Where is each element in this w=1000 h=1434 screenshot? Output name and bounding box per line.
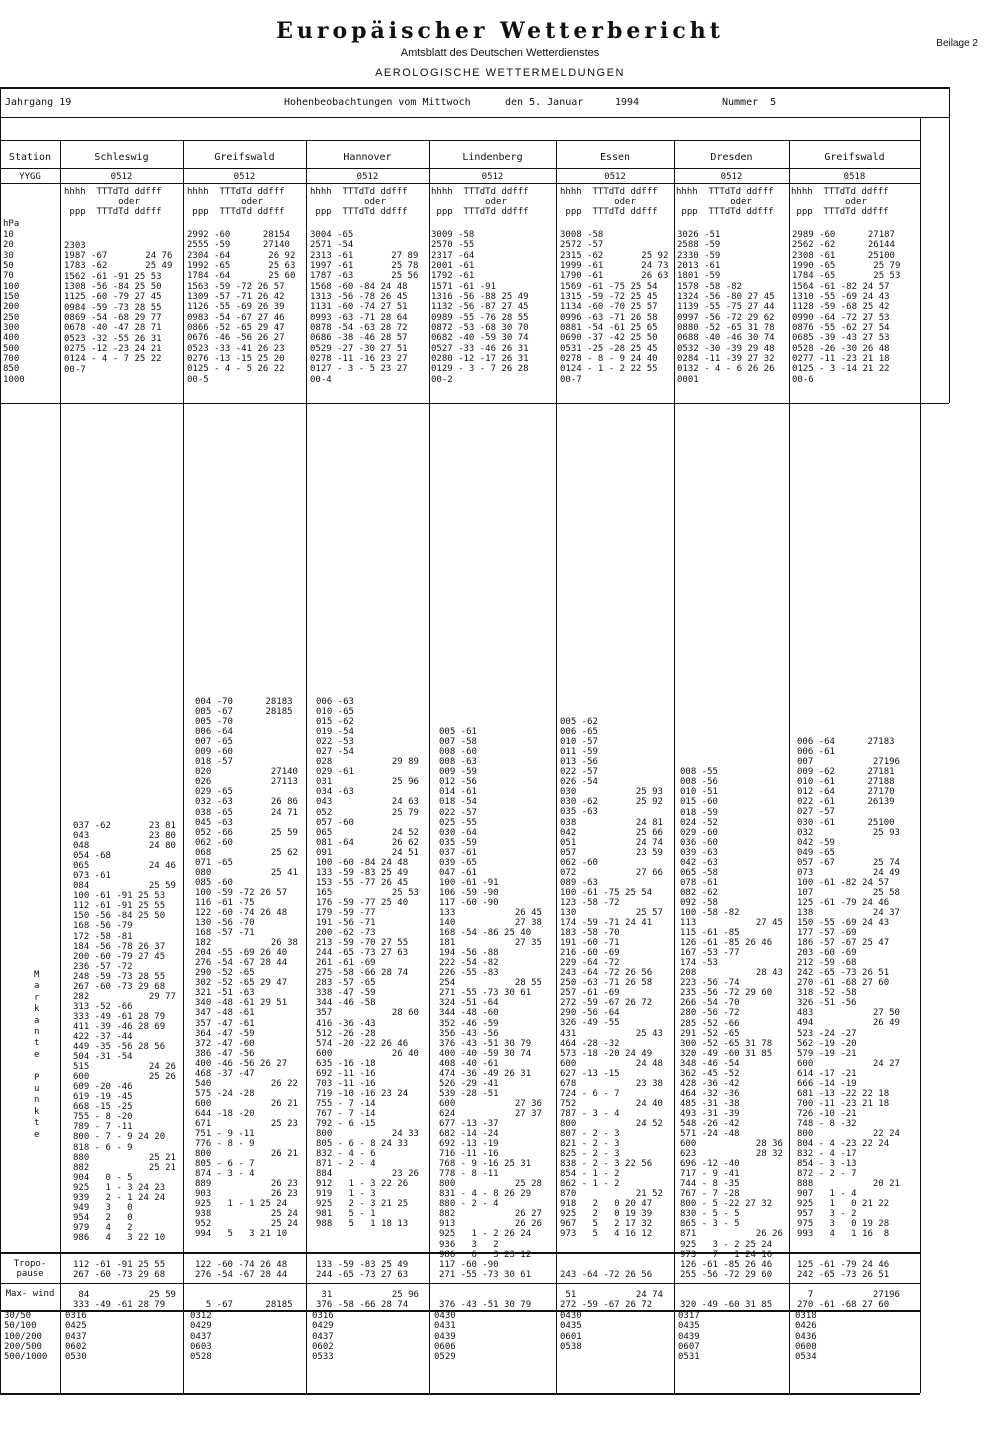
left-border (0, 87, 1, 1393)
maxwind-values: 51 24 74 272 -59 -67 26 72 (560, 1290, 663, 1311)
beilage-label: Beilage 2 (936, 38, 978, 49)
station-name: Schleswig (94, 152, 149, 163)
tropopause-values: 122 -60 -74 26 48 276 -54 -67 28 44 (195, 1260, 288, 1281)
column-header: hhhh TTTdTd ddfff oder ppp TTTdTd ddfff (791, 187, 889, 217)
shear-values: 0312 0429 0437 0603 0528 (190, 1311, 212, 1363)
standard-levels: 2303 1987 -67 24 76 1783 -62 25 49 1562 -61 -91 25 53 1308 -56 -84 25 50 1125 -60 -79 27 45 0984 -59 -73 28 55 0869 -54 -68 29 77 0678 -40 -47 28 71 0523 -32 -55 26 31 0275 -12 -23 24 21 0124 - 4 - 7 25 22 00-7 (64, 240, 173, 375)
station-name: Greifswald (214, 152, 275, 163)
pressure-levels: 10 20 30 50 70 100 150 200 250 300 400 500 700 850 1000 (3, 230, 25, 385)
station-name: Greifswald (824, 152, 885, 163)
station-label: Station (8, 152, 52, 163)
standard-levels: 3009 -58 2570 -55 2317 -64 2001 -61 1792 -61 1571 -61 -91 1316 -56 -88 25 49 1132 -56 -87 27 45 0989 -55 -76 28 55 0872 -53 -68 30 70 0682 -40 -59 30 74 0527 -33 -46 26 31 0280 -12 -17 26 31 0129 - 3 - 7 26 28 00-2 (431, 230, 529, 385)
report-title: Europäischer Wetterbericht (276, 18, 724, 44)
shear-values: 0430 0431 0439 0606 0529 (434, 1311, 456, 1363)
column-header: hhhh TTTdTd ddfff oder ppp TTTdTd ddfff (187, 187, 285, 217)
column-header: hhhh TTTdTd ddfff oder ppp TTTdTd ddfff (560, 187, 658, 217)
col-sep-6 (789, 140, 790, 1393)
hpa-label: hPa (3, 219, 20, 229)
tropopause-values: 133 -59 -83 25 49 244 -65 -73 27 63 (316, 1260, 409, 1281)
significant-levels: 005 -62 006 -65 010 -57 011 -59 013 -56 022 -57 026 -54 030 25 93 030 -62 25 92 035 -63 038 24 81 042 25 66 051 24 74 057 23 59 062 -60 072 27 66 089 -63 100 -61 -75 25 54 123 -58 -72 130 25 57 174 -59 -71 24 41 183 -58 -70 191 -60 -71 216 -60 -69 229 -64 -72 243 -64 -72 26 56 250 -63 -71 26 58 257 -61 -69 272 -59 -67 26 72 290 -56 -64 326 -49 -55 431 25 43 464 -28 -32 573 -18 -20 24 49 600 24 48 627 -13 -15 678 23 38 724 - 6 - 7 752 24 40 787 - 3 - 4 800 24 52 807 - 2 - 3 821 - 2 - 3 825 - 2 - 3 838 - 2 - 3 22 56 854 - 1 - 2 862 - 1 - 2 870 21 52 918 2 0 20 47 925 2 0 19 39 967 5 2 17 32 973 5 4 16 12 (560, 717, 663, 1240)
col-sep-0 (60, 140, 61, 1393)
significant-levels: 006 -64 27183 006 -61 007 27196 009 -62 27181 010 -61 27188 012 -64 27170 022 -61 26139 027 -57 030 -61 25100 032 25 93 042 -59 049 -65 057 -67 25 74 073 24 49 100 -61 -82 24 57 107 25 58 125 -61 -79 24 46 138 24 37 150 -55 -69 24 43 177 -57 -69 186 -57 -67 25 47 203 -60 -69 212 -59 -68 242 -65 -73 26 51 270 -61 -68 27 60 318 -52 -58 326 -51 -56 483 27 50 494 26 49 523 -24 -27 562 -19 -20 579 -19 -21 600 24 27 614 -17 -21 666 -14 -19 681 -13 -22 22 18 700 -11 -23 21 18 726 -10 -21 748 - 8 -32 800 22 24 804 - 4 -23 22 24 832 - 4 -17 854 - 3 -13 872 - 2 - 7 888 20 21 907 1 - 4 925 1 0 21 22 957 3 - 2 975 3 0 19 28 993 4 1 16 8 (797, 737, 900, 1240)
station-name: Hannover (343, 152, 392, 163)
station-bottom-rule (0, 183, 920, 184)
top-rule (0, 87, 949, 89)
column-header: hhhh TTTdTd ddfff oder ppp TTTdTd ddfff (431, 187, 529, 217)
station-time: 0512 (356, 172, 379, 182)
column-header: hhhh TTTdTd ddfff oder ppp TTTdTd ddfff (310, 187, 408, 217)
obs-year: 1994 (615, 97, 640, 108)
standard-levels: 3026 -51 2588 -59 2330 -59 2013 -61 1801 -59 1578 -58 -82 1324 -56 -80 27 45 1139 -55 -75 27 44 0997 -56 -72 29 62 0880 -52 -65 31 78 0688 -40 -46 30 74 0532 -30 -39 29 48 0284 -11 -39 27 32 0132 - 4 - 6 26 26 0001 (677, 230, 775, 385)
tropo-bottom-rule (0, 1283, 920, 1284)
report-subtitle: Amtsblatt des Deutschen Wetterdienstes (400, 47, 600, 59)
shear-values: 0317 0435 0439 0607 0531 (678, 1311, 700, 1363)
tropopause-values: 126 -61 -85 26 46 255 -56 -72 29 60 (680, 1260, 773, 1281)
station-time: 0512 (720, 172, 743, 182)
column-header: hhhh TTTdTd ddfff oder ppp TTTdTd ddfff (64, 187, 162, 217)
standard-levels: 3004 -65 2571 -54 2313 -61 27 89 1997 -61 25 78 1787 -63 25 56 1568 -60 -84 24 48 1313 -56 -78 26 45 1131 -60 -74 27 51 0993 -63 -71 28 64 0878 -54 -63 28 72 0686 -38 -46 28 57 0529 -27 -30 27 51 0278 -11 -16 23 27 0127 - 3 - 5 23 27 00-4 (310, 230, 419, 385)
tropopause-values: 112 -61 -91 25 55 267 -60 -73 29 68 (73, 1260, 166, 1281)
tropopause-values: 243 -64 -72 26 56 (560, 1270, 653, 1281)
standard-levels: 3008 -58 2572 -57 2315 -62 25 92 1999 -61 24 73 1790 -61 26 63 1569 -61 -75 25 54 1315 -59 -72 25 45 1134 -60 -70 25 57 0996 -63 -71 26 58 0881 -54 -61 25 65 0690 -37 -42 25 50 0531 -25 -28 25 45 0278 - 8 - 9 24 40 0124 - 1 - 2 22 55 00-7 (560, 230, 669, 385)
significant-levels: 004 -70 28183 005 -67 28185 005 -70 006 -64 007 -65 009 -60 018 -57 020 27140 026 27113 029 -65 032 -63 26 86 038 -65 24 71 045 -63 052 -66 25 59 062 -60 068 25 62 071 -65 080 25 41 085 -60 100 -59 -72 26 57 116 -61 -75 122 -60 -74 26 48 130 -56 -70 168 -57 -71 182 26 38 204 -55 -69 26 40 276 -54 -67 28 44 290 -52 -65 302 -52 -65 29 47 321 -51 -63 340 -48 -61 29 51 347 -48 -61 357 -47 -61 364 -47 -59 372 -47 -60 386 -47 -56 400 -46 -56 26 27 468 -37 -47 540 26 22 575 -24 -28 600 26 21 644 -18 -20 671 25 23 751 - 9 -11 776 - 8 - 9 800 26 21 805 - 6 - 7 874 - 3 - 4 889 26 23 903 26 23 925 1 - 1 25 24 938 25 24 952 25 24 994 5 3 21 10 (195, 697, 298, 1240)
shear-values: 0430 0435 0601 0538 (560, 1311, 582, 1353)
col-sep-2 (306, 140, 307, 1393)
col-sep-4 (556, 140, 557, 1393)
shear-values: 0316 0425 0437 0602 0530 (65, 1311, 87, 1363)
shear-values: 0318 0426 0436 0600 0534 (795, 1311, 817, 1363)
significant-levels: 037 -62 23 81 043 23 80 048 24 80 054 -68 065 24 46 073 -61 084 25 59 100 -61 -91 25 53 112 -61 -91 25 55 150 -56 -84 25 50 168 -56 -79 172 -58 -81 184 -56 -78 26 37 200 -60 -79 27 45 236 -57 -72 248 -59 -73 28 55 267 -60 -73 29 68 282 29 77 313 -52 -66 333 -49 -61 28 79 411 -39 -46 28 69 422 -37 -44 449 -35 -56 28 56 504 -31 -54 515 24 26 600 25 26 609 -20 -46 619 -19 -45 668 -15 -25 755 - 8 -20 789 - 7 -11 800 - 7 - 9 24 20 818 - 6 - 9 880 25 21 882 25 21 904 0 - 5 925 1 - 3 24 23 939 2 - 1 24 24 949 3 0 954 2 0 979 4 2 986 4 3 22 10 (73, 821, 176, 1243)
significant-levels: 006 -63 010 -65 015 -62 019 -54 022 -53 027 -54 028 29 89 029 -61 031 25 96 034 -63 043 24 63 052 25 79 057 -60 065 24 52 081 -64 26 62 091 24 51 100 -60 -84 24 48 133 -59 -83 25 49 153 -55 -77 26 45 165 25 53 176 -59 -77 25 40 179 -59 -77 191 -56 -71 200 -62 -73 213 -59 -70 27 55 244 -65 -73 27 63 261 -61 -69 275 -58 -66 28 74 283 -57 -65 338 -47 -59 344 -46 -58 357 28 60 416 -36 -43 512 -26 -28 574 -20 -22 26 46 600 26 40 635 -16 -18 692 -11 -16 703 -11 -16 719 -10 -16 23 24 755 - 7 -14 767 - 7 -14 792 - 6 -15 800 24 33 805 - 6 - 8 24 33 832 - 4 - 6 871 - 2 - 4 884 23 26 912 1 - 3 22 26 919 1 - 3 925 2 - 3 21 25 981 5 - 1 988 5 1 18 13 (316, 697, 419, 1230)
maxwind-label: Max- wind (5, 1289, 55, 1299)
right-border (949, 87, 950, 403)
station-time: 0512 (110, 172, 133, 182)
col-sep-3 (429, 140, 430, 1393)
station-mid-rule (0, 168, 920, 169)
maxwind-values: 376 -43 -51 30 79 (439, 1300, 532, 1311)
tropopause-values: 125 -61 -79 24 46 242 -65 -73 26 51 (797, 1260, 890, 1281)
tropopause-label: Tropo- pause (13, 1259, 47, 1279)
bottom-rule (0, 1393, 920, 1395)
standard-levels: 2989 -60 27187 2562 -62 26144 2308 -61 25100 1990 -65 25 79 1784 -65 25 53 1564 -61 -82 24 57 1310 -55 -69 24 43 1128 -59 -68 25 42 0990 -64 -72 27 53 0876 -55 -62 27 54 0685 -39 -43 27 53 0528 -26 -30 26 48 0277 -11 -23 21 18 0125 - 3 -14 21 22 00-6 (792, 230, 901, 385)
significant-levels: 005 -61 007 -58 008 -60 008 -63 009 -59 012 -56 014 -61 018 -54 022 -57 025 -55 030 -64 035 -59 037 -61 039 -65 047 -61 100 -61 -91 106 -59 -90 117 -60 -90 133 26 45 140 27 38 168 -54 -86 25 40 181 27 35 194 -56 -88 222 -54 -82 226 -55 -83 254 28 55 271 -55 -73 30 61 324 -51 -64 344 -48 -60 352 -46 -59 356 -43 -56 376 -43 -51 30 79 400 -40 -59 30 74 408 -40 -61 474 -36 -49 26 31 526 -29 -41 539 -28 -51 600 27 36 624 27 37 677 -13 -37 682 -14 -24 692 -13 -19 716 -11 -16 768 - 9 -16 25 31 778 - 8 -11 800 25 28 831 - 4 - 8 26 29 880 - 2 - 4 882 26 27 913 26 26 925 1 - 2 26 24 936 3 2 986 6 3 23 12 (439, 727, 542, 1260)
station-name: Essen (599, 152, 631, 163)
jahrgang: Jahrgang 19 (5, 97, 72, 108)
maxwind-values: 31 25 96 376 -58 -66 28 74 (316, 1290, 419, 1311)
station-top-rule (0, 140, 920, 141)
nummer: Nummer 5 (722, 97, 777, 108)
yygg-label: YYGG (19, 172, 41, 182)
maxwind-values: 7 27196 270 -61 -68 27 60 (797, 1290, 900, 1311)
station-name: Lindenberg (462, 152, 523, 163)
standard-levels: 2992 -60 28154 2555 -59 27140 2304 -64 26 92 1992 -65 25 63 1784 -64 25 60 1563 -59 -72 26 57 1309 -57 -71 26 42 1126 -55 -69 26 39 0983 -54 -67 27 46 0866 -52 -65 29 47 0676 -46 -56 26 27 0523 -33 -41 26 23 0276 -13 -15 25 20 0125 - 4 - 5 26 22 00-5 (187, 230, 296, 385)
section-title: AEROLOGISCHE WETTERMELDUNGEN (375, 67, 625, 79)
col-sep-1 (183, 140, 184, 1393)
station-name: Dresden (710, 152, 753, 163)
shear-labels: 30/50 50/100 100/200 200/500 500/1000 (4, 1311, 48, 1363)
maxwind-values: 5 -67 28185 (205, 1300, 293, 1311)
station-time: 0512 (481, 172, 504, 182)
significant-levels: 008 -55 008 -56 010 -51 015 -60 018 -59 024 -52 029 -60 036 -60 039 -63 042 -63 065 -58 078 -61 082 -62 092 -58 100 -58 -82 113 27 45 115 -61 -85 126 -61 -85 26 46 167 -53 -77 174 -53 208 28 43 223 -56 -74 235 -56 -72 29 60 266 -54 -70 280 -56 -72 285 -52 -66 291 -52 -65 300 -52 -65 31 78 320 -49 -60 31 85 348 -46 -54 362 -45 -52 428 -36 -42 464 -32 -36 485 -31 -38 493 -31 -39 548 -26 -42 571 -24 -48 600 28 36 623 28 32 696 -12 -40 717 - 9 -41 744 - 8 -35 767 - 7 -28 800 - 5 -22 27 32 830 - 5 - 5 865 - 3 - 5 871 26 26 925 3 - 2 25 24 973 7 1 24 16 (680, 767, 783, 1260)
station-time: 0512 (604, 172, 626, 182)
obs-date: den 5. Januar (505, 97, 584, 108)
levels-bottom-rule (0, 403, 949, 404)
col-sep-5 (674, 140, 675, 1393)
maxwind-values: 320 -49 -60 31 85 (680, 1300, 773, 1311)
column-header: hhhh TTTdTd ddfff oder ppp TTTdTd ddfff (676, 187, 774, 217)
station-time: 0518 (843, 172, 866, 182)
maxwind-values: 84 25 59 333 -49 -61 28 79 (73, 1290, 176, 1311)
obs-title: Hohenbeobachtungen vom Mittwoch (284, 97, 471, 108)
meta-rule (0, 117, 949, 118)
markante-punkte-label: M a r k a n t e P u n k t e (34, 970, 40, 1140)
tropopause-values: 117 -60 -90 271 -55 -73 30 61 (439, 1260, 532, 1281)
station-time: 0512 (233, 172, 256, 182)
shear-values: 0316 0429 0437 0602 0533 (312, 1311, 334, 1363)
right-border-inner (920, 117, 921, 1393)
